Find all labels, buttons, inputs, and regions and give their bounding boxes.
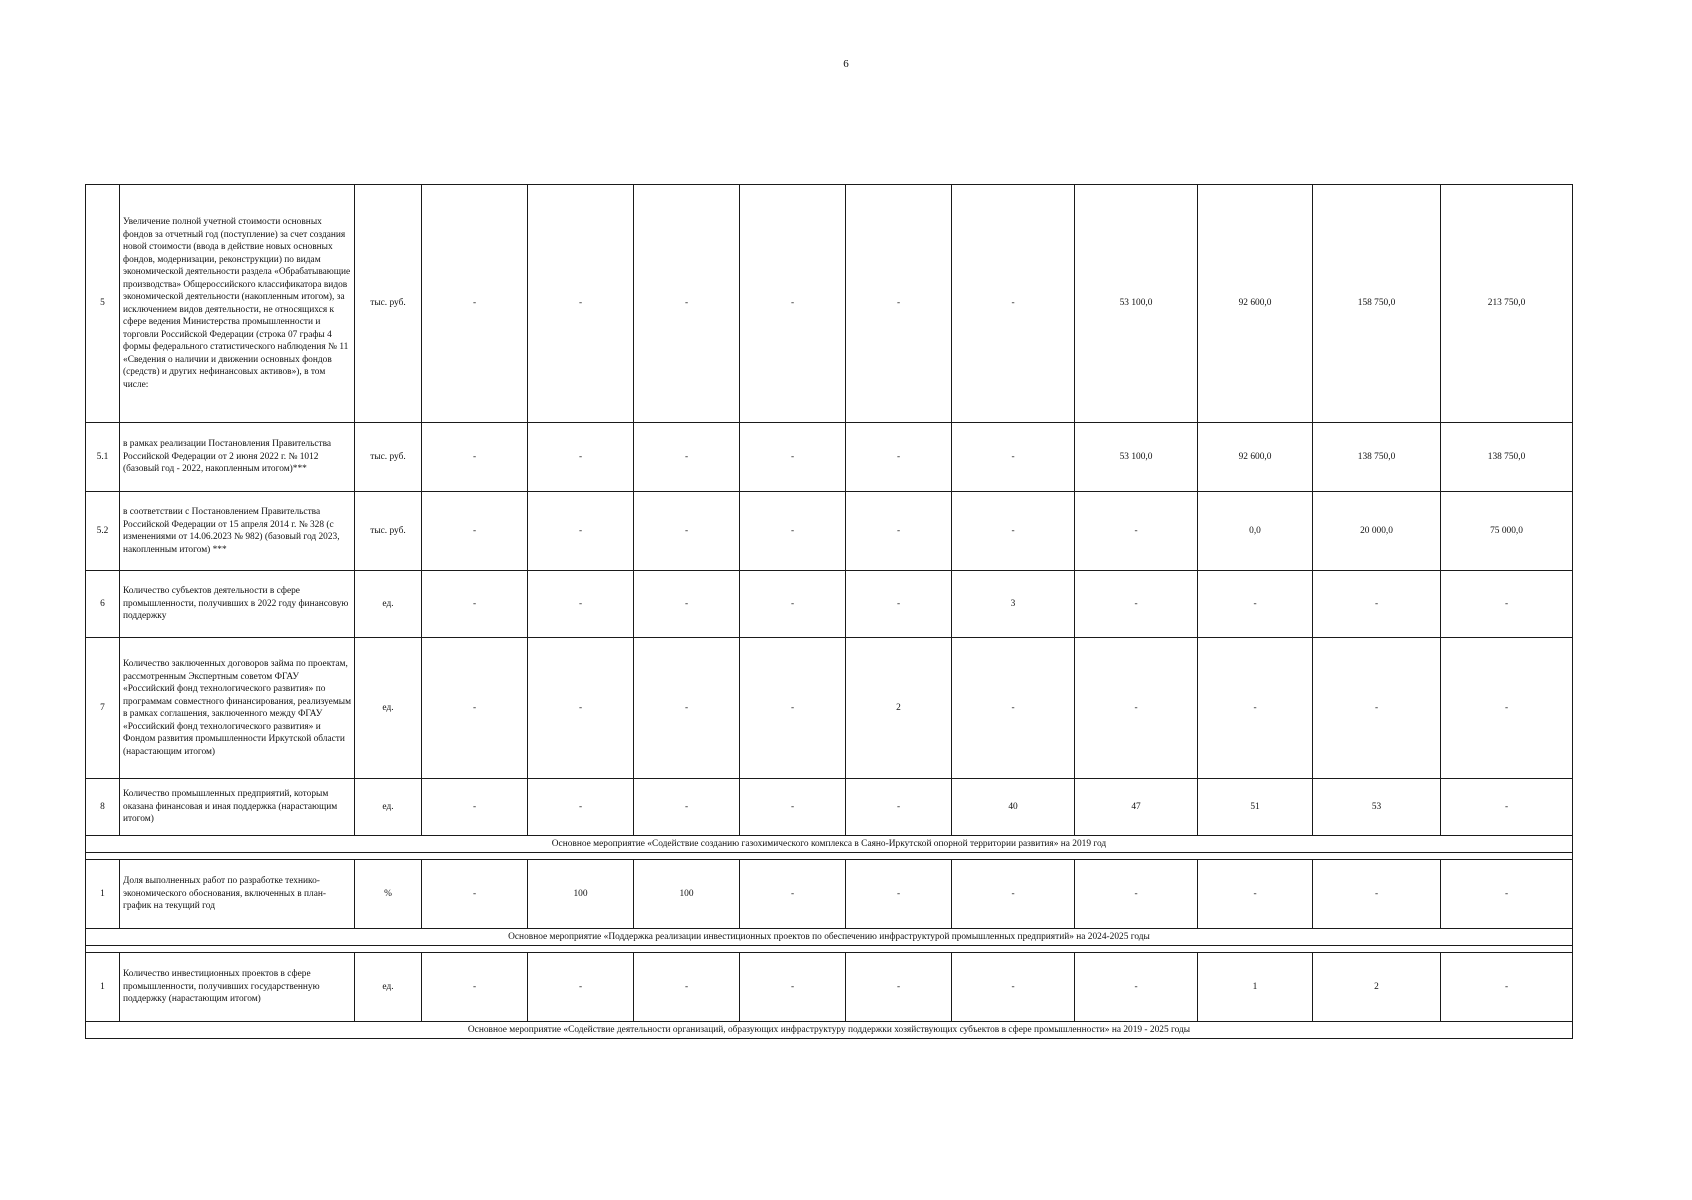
value-cell: - (740, 860, 846, 929)
table-body (86, 185, 1573, 1039)
row-number: 5 (86, 185, 120, 423)
value-cell: - (528, 492, 634, 571)
value-cell: - (634, 423, 740, 492)
value-cell: - (846, 779, 952, 836)
value-cell: - (634, 638, 740, 779)
value-cell: - (740, 638, 846, 779)
value-cell: 20 000,0 (1313, 492, 1441, 571)
value-cell: - (740, 423, 846, 492)
value-cell: - (422, 779, 528, 836)
indicator-name: в соответствии с Постановлением Правительства Российской Федерации от 15 апреля 2014 г. № 328 (с изменениями от 14.06.2023 № 982) (базовый год 2023, накопленным итогом) *** (120, 492, 355, 571)
value-cell: - (528, 185, 634, 423)
unit-cell: ед. (355, 571, 422, 638)
value-cell: 3 (952, 571, 1075, 638)
value-cell: 92 600,0 (1198, 185, 1313, 423)
value-cell: 0,0 (1198, 492, 1313, 571)
row-number: 5.1 (86, 423, 120, 492)
unit-cell: % (355, 860, 422, 929)
row-number: 1 (86, 953, 120, 1022)
value-cell: - (422, 423, 528, 492)
value-cell: 100 (528, 860, 634, 929)
table-row (86, 423, 1573, 492)
section-row (86, 836, 1573, 853)
value-cell: - (1441, 953, 1573, 1022)
value-cell: - (422, 953, 528, 1022)
section-row (86, 1022, 1573, 1039)
value-cell: - (1441, 571, 1573, 638)
spacer-cell (86, 853, 1573, 860)
unit-cell: ед. (355, 638, 422, 779)
table-row (86, 860, 1573, 929)
value-cell: - (1075, 571, 1198, 638)
value-cell: 2 (846, 638, 952, 779)
value-cell: 2 (1313, 953, 1441, 1022)
section-title: Основное мероприятие «Поддержка реализации инвестиционных проектов по обеспечению инфраструктурой промышленных предприятий» на 2024-2025 годы (86, 929, 1573, 946)
indicator-name: Увеличение полной учетной стоимости основных фондов за отчетный год (поступление) за счет создания новой стоимости (ввода в действие новых основных фондов, модернизации, реконструкции) по видам экономической деятельности раздела «Обрабатывающие производства» Общероссийского классификатора видов экономической деятельности (накопленным итогом), за исключением видов деятельности, не относящихся к сфере ведения Министерства промышленности и торговли Российской Федерации (строка 07 графы 4 формы федерального статистического наблюдения № 11 «Сведения о наличии и движении основных фондов (средств) и других нефинансовых активов»), в том числе: (120, 185, 355, 423)
value-cell: - (1075, 492, 1198, 571)
table-row (86, 492, 1573, 571)
value-cell: - (1313, 638, 1441, 779)
value-cell: 53 100,0 (1075, 423, 1198, 492)
value-cell: - (740, 492, 846, 571)
row-number: 8 (86, 779, 120, 836)
unit-cell: тыс. руб. (355, 423, 422, 492)
value-cell: 53 (1313, 779, 1441, 836)
spacer-row (86, 853, 1573, 860)
value-cell: - (528, 779, 634, 836)
value-cell: - (846, 423, 952, 492)
table-row (86, 185, 1573, 423)
value-cell: 138 750,0 (1441, 423, 1573, 492)
indicator-name: Количество промышленных предприятий, которым оказана финансовая и иная поддержка (нарастающим итогом) (120, 779, 355, 836)
unit-cell: ед. (355, 779, 422, 836)
value-cell: - (1198, 638, 1313, 779)
value-cell: 40 (952, 779, 1075, 836)
value-cell: - (846, 860, 952, 929)
value-cell: 47 (1075, 779, 1198, 836)
section-title: Основное мероприятие «Содействие созданию газохимического комплекса в Саяно-Иркутской опорной территории развития» на 2019 год (86, 836, 1573, 853)
section-title: Основное мероприятие «Содействие деятельности организаций, образующих инфраструктуру поддержки хозяйствующих субъектов в сфере промышленности» на 2019 - 2025 годы (86, 1022, 1573, 1039)
value-cell: - (634, 779, 740, 836)
value-cell: 213 750,0 (1441, 185, 1573, 423)
value-cell: - (846, 953, 952, 1022)
indicator-name: Доля выполненных работ по разработке технико-экономического обоснования, включенных в план-график на текущий год (120, 860, 355, 929)
value-cell: - (740, 185, 846, 423)
value-cell: 53 100,0 (1075, 185, 1198, 423)
row-number: 1 (86, 860, 120, 929)
section-row (86, 929, 1573, 946)
value-cell: - (1075, 860, 1198, 929)
value-cell: - (422, 571, 528, 638)
spacer-row (86, 946, 1573, 953)
value-cell: 100 (634, 860, 740, 929)
value-cell: - (952, 423, 1075, 492)
value-cell: - (634, 571, 740, 638)
value-cell: - (1313, 860, 1441, 929)
indicator-name: Количество инвестиционных проектов в сфере промышленности, получивших государственную поддержку (нарастающим итогом) (120, 953, 355, 1022)
value-cell: - (528, 638, 634, 779)
value-cell: - (1075, 638, 1198, 779)
value-cell: 1 (1198, 953, 1313, 1022)
value-cell: - (422, 492, 528, 571)
value-cell: - (740, 953, 846, 1022)
indicator-name: Количество заключенных договоров займа по проектам, рассмотренным Экспертным советом ФГАУ «Российский фонд технологического развития» по программам совместного финансирования, реализуемым в рамках соглашения, заключенного между ФГАУ «Российский фонд технологического развития» и Фондом развития промышленности Иркутской области (нарастающим итогом) (120, 638, 355, 779)
value-cell: - (1198, 860, 1313, 929)
indicator-name: Количество субъектов деятельности в сфере промышленности, получивших в 2022 году финансовую поддержку (120, 571, 355, 638)
indicator-name: в рамках реализации Постановления Правительства Российской Федерации от 2 июня 2022 г. № 1012 (базовый год - 2022, накопленным итогом)*** (120, 423, 355, 492)
value-cell: - (952, 492, 1075, 571)
value-cell: - (528, 953, 634, 1022)
value-cell: - (1441, 779, 1573, 836)
table-row (86, 779, 1573, 836)
unit-cell: ед. (355, 953, 422, 1022)
value-cell: 138 750,0 (1313, 423, 1441, 492)
value-cell: - (528, 571, 634, 638)
value-cell: - (846, 492, 952, 571)
table-row (86, 571, 1573, 638)
value-cell: - (422, 185, 528, 423)
value-cell: - (1198, 571, 1313, 638)
page-number: 6 (843, 58, 849, 70)
table-row (86, 638, 1573, 779)
row-number: 5.2 (86, 492, 120, 571)
value-cell: - (1441, 860, 1573, 929)
value-cell: - (634, 953, 740, 1022)
value-cell: - (952, 185, 1075, 423)
indicators-table-wrap (85, 184, 1572, 1039)
value-cell: - (952, 953, 1075, 1022)
value-cell: - (1313, 571, 1441, 638)
value-cell: - (528, 423, 634, 492)
value-cell: - (422, 638, 528, 779)
spacer-cell (86, 946, 1573, 953)
indicators-table (85, 184, 1573, 1039)
value-cell: - (846, 571, 952, 638)
value-cell: - (846, 185, 952, 423)
value-cell: 75 000,0 (1441, 492, 1573, 571)
value-cell: - (634, 185, 740, 423)
value-cell: - (1441, 638, 1573, 779)
value-cell: 158 750,0 (1313, 185, 1441, 423)
value-cell: - (422, 860, 528, 929)
row-number: 7 (86, 638, 120, 779)
value-cell: - (1075, 953, 1198, 1022)
value-cell: - (952, 860, 1075, 929)
row-number: 6 (86, 571, 120, 638)
value-cell: - (740, 571, 846, 638)
value-cell: - (740, 779, 846, 836)
unit-cell: тыс. руб. (355, 492, 422, 571)
value-cell: - (634, 492, 740, 571)
value-cell: 51 (1198, 779, 1313, 836)
value-cell: 92 600,0 (1198, 423, 1313, 492)
value-cell: - (952, 638, 1075, 779)
unit-cell: тыс. руб. (355, 185, 422, 423)
table-row (86, 953, 1573, 1022)
